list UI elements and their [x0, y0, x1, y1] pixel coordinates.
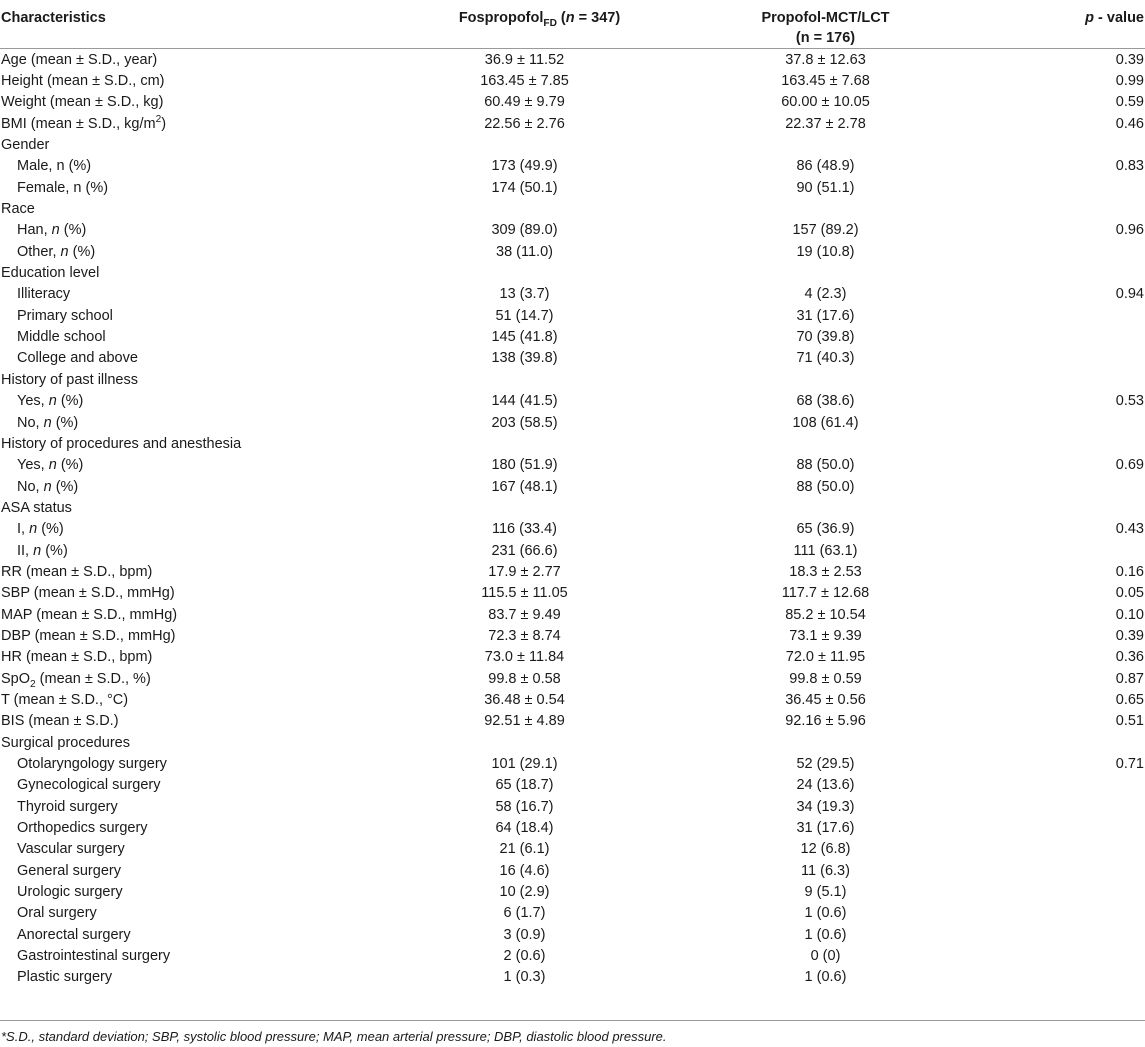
- row-label: Yes, n (%): [17, 393, 84, 410]
- p-value: 0.39: [1115, 51, 1144, 68]
- p-value: [994, 817, 1145, 838]
- row-label: Age (mean ± S.D., year): [1, 51, 158, 68]
- propofol-value: [657, 198, 994, 219]
- propofol-value: 68 (38.6): [796, 393, 855, 410]
- table-row: [0, 604, 1145, 625]
- p-value: [994, 262, 1145, 283]
- table-row: [0, 198, 1145, 219]
- fospropofol-value: 180 (51.9): [491, 457, 558, 474]
- p-value: 0.87: [1115, 670, 1144, 687]
- row-label: Male, n (%): [17, 158, 92, 175]
- table-row: [0, 177, 1145, 198]
- propofol-value: [657, 732, 994, 753]
- p-value: [994, 839, 1145, 860]
- row-label: Illiteracy: [17, 286, 71, 303]
- fospropofol-value: 174 (50.1): [491, 179, 558, 196]
- p-value: 0.65: [1115, 691, 1144, 708]
- table-row: [0, 391, 1145, 412]
- propofol-value: [657, 497, 994, 518]
- row-label: Plastic surgery: [17, 969, 113, 986]
- row-label: Middle school: [17, 329, 106, 346]
- fospropofol-value: 83.7 ± 9.49: [488, 606, 561, 623]
- row-label: Thyroid surgery: [17, 798, 118, 815]
- p-value: 0.10: [1115, 606, 1144, 623]
- propofol-value: 72.0 ± 11.95: [785, 649, 866, 666]
- p-value: 0.51: [1115, 713, 1144, 730]
- propofol-value: 90 (51.1): [796, 179, 855, 196]
- table-row: [0, 262, 1145, 283]
- fospropofol-value: 36.9 ± 11.52: [484, 51, 565, 68]
- fospropofol-value: 38 (11.0): [496, 243, 553, 260]
- fospropofol-value: 16 (4.6): [499, 862, 550, 879]
- propofol-value: 24 (13.6): [796, 777, 855, 794]
- fospropofol-value: 17.9 ± 2.77: [488, 563, 561, 580]
- row-label: DBP (mean ± S.D., mmHg): [1, 627, 176, 644]
- propofol-value: 1 (0.6): [804, 969, 847, 986]
- row-label: Vascular surgery: [17, 841, 125, 858]
- fospropofol-value: 10 (2.9): [499, 884, 550, 901]
- propofol-value: 31 (17.6): [796, 820, 855, 837]
- fospropofol-value: 36.48 ± 0.54: [484, 691, 565, 708]
- table-row: [0, 775, 1145, 796]
- fospropofol-value: 13 (3.7): [499, 286, 550, 303]
- table-row: [0, 732, 1145, 753]
- fospropofol-value: 65 (18.7): [495, 777, 554, 794]
- propofol-value: 157 (89.2): [792, 222, 859, 239]
- propofol-value: 117.7 ± 12.68: [781, 585, 870, 602]
- table-row: [0, 967, 1145, 988]
- fospropofol-value: 2 (0.6): [503, 948, 546, 965]
- table-row: [0, 348, 1145, 369]
- table-row: [0, 625, 1145, 646]
- table-row: [0, 326, 1145, 347]
- p-value: 0.46: [1115, 115, 1144, 132]
- propofol-value: 18.3 ± 2.53: [789, 563, 862, 580]
- table-row: [0, 519, 1145, 540]
- table-row: [0, 668, 1145, 689]
- fospropofol-value: 64 (18.4): [495, 820, 554, 837]
- table-row: [0, 49, 1145, 71]
- row-label: Female, n (%): [17, 179, 109, 196]
- fospropofol-value: [392, 497, 657, 518]
- table-bottom-rule: [0, 1020, 1145, 1021]
- table-row: [0, 92, 1145, 113]
- propofol-value: 60.00 ± 10.05: [781, 94, 870, 111]
- propofol-value: 4 (2.3): [804, 286, 847, 303]
- row-label: History of procedures and anesthesia: [1, 435, 242, 452]
- fospropofol-value: 3 (0.9): [503, 926, 546, 943]
- row-label: Race: [1, 201, 35, 218]
- header-fospropofol: Fospropofol$_{FD}$ (n = 347): [458, 10, 621, 29]
- p-value: 0.99: [1115, 73, 1144, 90]
- table-footnote: *S.D., standard deviation; SBP, systolic blood pressure; MAP, mean arterial pressure; DBP, diastolic blood pressure.: [1, 1029, 667, 1044]
- p-value: [994, 881, 1145, 902]
- row-label: College and above: [17, 350, 138, 367]
- table-row: [0, 945, 1145, 966]
- row-label: II, n (%): [17, 542, 68, 559]
- row-label: Height (mean ± S.D., cm): [1, 73, 165, 90]
- fospropofol-value: 22.56 ± 2.76: [484, 115, 565, 132]
- fospropofol-value: [392, 262, 657, 283]
- fospropofol-value: 203 (58.5): [491, 414, 558, 431]
- table-row: [0, 241, 1145, 262]
- fospropofol-value: 145 (41.8): [491, 329, 558, 346]
- p-value: 0.71: [1115, 756, 1144, 773]
- p-value: [994, 476, 1145, 497]
- propofol-value: 71 (40.3): [796, 350, 855, 367]
- row-label: SpO$_2$ (mean ± S.D., %): [1, 670, 151, 690]
- fospropofol-value: 73.0 ± 11.84: [484, 649, 565, 666]
- propofol-value: [657, 134, 994, 155]
- row-label: HR (mean ± S.D., bpm): [1, 649, 153, 666]
- row-label: Anorectal surgery: [17, 926, 131, 943]
- row-label: No, n (%): [17, 414, 79, 431]
- row-label: T (mean ± S.D., °C): [1, 691, 129, 708]
- fospropofol-value: 51 (14.7): [495, 307, 554, 324]
- p-value: 0.36: [1115, 649, 1144, 666]
- fospropofol-value: 144 (41.5): [491, 393, 558, 410]
- table-row: [0, 881, 1145, 902]
- row-label: MAP (mean ± S.D., mmHg): [1, 606, 178, 623]
- fospropofol-value: 163.45 ± 7.85: [480, 73, 569, 90]
- fospropofol-value: [392, 198, 657, 219]
- table-row: [0, 583, 1145, 604]
- propofol-value: 37.8 ± 12.63: [785, 51, 866, 68]
- propofol-value: 92.16 ± 5.96: [785, 713, 866, 730]
- fospropofol-value: 72.3 ± 8.74: [488, 627, 561, 644]
- table-row: [0, 711, 1145, 732]
- row-label: BMI (mean ± S.D., $kg/m^2$): [1, 113, 167, 132]
- table-row: [0, 134, 1145, 155]
- row-label: No, n (%): [17, 478, 79, 495]
- p-value: [994, 540, 1145, 561]
- table-row: [0, 305, 1145, 326]
- row-label: RR (mean ± S.D., bpm): [1, 563, 153, 580]
- propofol-value: 12 (6.8): [800, 841, 851, 858]
- propofol-value: 22.37 ± 2.78: [785, 115, 866, 132]
- p-value: 0.43: [1115, 521, 1144, 538]
- header-row: [0, 0, 1145, 49]
- row-label: Education level: [1, 265, 100, 282]
- row-label: Other, n (%): [17, 243, 96, 260]
- propofol-value: 70 (39.8): [796, 329, 855, 346]
- fospropofol-value: 6 (1.7): [503, 905, 546, 922]
- fospropofol-value: 115.5 ± 11.05: [481, 585, 568, 602]
- fospropofol-value: 309 (89.0): [491, 222, 558, 239]
- table-row: [0, 70, 1145, 91]
- p-value: [994, 348, 1145, 369]
- row-label: Urologic surgery: [17, 884, 123, 901]
- table-row: [0, 903, 1145, 924]
- row-label: BIS (mean ± S.D.): [1, 713, 119, 730]
- row-label: Han, n (%): [17, 222, 87, 239]
- propofol-value: [657, 369, 994, 390]
- p-value: [994, 305, 1145, 326]
- p-value: [994, 732, 1145, 753]
- table-row: [0, 284, 1145, 305]
- p-value: 0.69: [1115, 457, 1144, 474]
- propofol-value: 52 (29.5): [796, 756, 855, 773]
- fospropofol-value: 167 (48.1): [491, 478, 558, 495]
- propofol-value: [657, 433, 994, 454]
- fospropofol-value: 138 (39.8): [491, 350, 558, 367]
- p-value: 0.94: [1115, 286, 1144, 303]
- propofol-value: 108 (61.4): [792, 414, 859, 431]
- propofol-value: 11 (6.3): [801, 862, 850, 879]
- p-value: [994, 945, 1145, 966]
- p-value: [994, 369, 1145, 390]
- propofol-value: 65 (36.9): [796, 521, 855, 538]
- row-label: I, n (%): [17, 521, 64, 538]
- table-row: [0, 220, 1145, 241]
- fospropofol-value: [392, 732, 657, 753]
- p-value: 0.59: [1115, 94, 1144, 111]
- p-value: [994, 967, 1145, 988]
- table-row: [0, 796, 1145, 817]
- row-label: SBP (mean ± S.D., mmHg): [1, 585, 175, 602]
- table-row: [0, 561, 1145, 582]
- row-label: Oral surgery: [17, 905, 97, 922]
- row-label: ASA status: [1, 499, 72, 516]
- table-row: [0, 689, 1145, 710]
- p-value: [994, 903, 1145, 924]
- p-value: 0.39: [1115, 627, 1144, 644]
- row-label: Otolaryngology surgery: [17, 756, 167, 773]
- header-propofol: Propofol-MCT/LCT (n = 176): [761, 10, 890, 46]
- propofol-value: 99.8 ± 0.59: [789, 670, 862, 687]
- fospropofol-value: [392, 433, 657, 454]
- table-row: [0, 540, 1145, 561]
- propofol-value: 88 (50.0): [796, 478, 855, 495]
- table-body: [0, 49, 1145, 989]
- table-row: [0, 433, 1145, 454]
- p-value: [994, 326, 1145, 347]
- propofol-value: 73.1 ± 9.39: [789, 627, 862, 644]
- p-value: 0.96: [1115, 222, 1144, 239]
- p-value: [994, 796, 1145, 817]
- row-label: General surgery: [17, 862, 121, 879]
- table-row: [0, 924, 1145, 945]
- propofol-value: 34 (19.3): [796, 798, 855, 815]
- propofol-value: 19 (10.8): [796, 243, 855, 260]
- p-value: 0.83: [1115, 158, 1144, 175]
- p-value: [994, 497, 1145, 518]
- table-row: [0, 156, 1145, 177]
- table-row: [0, 113, 1145, 134]
- propofol-value: 85.2 ± 10.54: [785, 606, 866, 623]
- propofol-value: 31 (17.6): [796, 307, 855, 324]
- row-label: Gynecological surgery: [17, 777, 161, 794]
- fospropofol-value: 116 (33.4): [491, 521, 558, 538]
- propofol-value: 9 (5.1): [804, 884, 847, 901]
- propofol-value: [657, 262, 994, 283]
- row-label: Yes, n (%): [17, 457, 84, 474]
- table-row: [0, 369, 1145, 390]
- table-row: [0, 817, 1145, 838]
- fospropofol-value: 231 (66.6): [491, 542, 558, 559]
- propofol-value: 0 (0): [810, 948, 841, 965]
- fospropofol-value: 101 (29.1): [491, 756, 558, 773]
- row-label: Gender: [1, 137, 50, 154]
- p-value: [994, 924, 1145, 945]
- fospropofol-value: 92.51 ± 4.89: [484, 713, 565, 730]
- p-value: [994, 412, 1145, 433]
- row-label: Weight (mean ± S.D., kg): [1, 94, 164, 111]
- row-label: Orthopedics surgery: [17, 820, 148, 837]
- p-value: 0.53: [1115, 393, 1144, 410]
- row-label: Gastrointestinal surgery: [17, 948, 171, 965]
- fospropofol-value: [392, 134, 657, 155]
- row-label: Primary school: [17, 307, 113, 324]
- row-label: Surgical procedures: [1, 734, 130, 751]
- fospropofol-value: 60.49 ± 9.79: [484, 94, 565, 111]
- header-p-value: p - value: [1085, 10, 1144, 26]
- table-row: [0, 860, 1145, 881]
- table-header: [0, 0, 1145, 49]
- fospropofol-value: 173 (49.9): [491, 158, 558, 175]
- p-value: [994, 134, 1145, 155]
- table-row: [0, 455, 1145, 476]
- table-row: [0, 753, 1145, 774]
- p-value: [994, 433, 1145, 454]
- propofol-value: 163.45 ± 7.68: [781, 73, 870, 90]
- propofol-value: 86 (48.9): [796, 158, 855, 175]
- p-value: [994, 177, 1145, 198]
- propofol-value: 111 (63.1): [793, 542, 858, 559]
- fospropofol-value: 1 (0.3): [503, 969, 546, 986]
- fospropofol-value: [392, 369, 657, 390]
- propofol-value: 88 (50.0): [796, 457, 855, 474]
- p-value: [994, 198, 1145, 219]
- header-characteristics: Characteristics: [1, 10, 106, 26]
- p-value: [994, 860, 1145, 881]
- p-value: 0.16: [1115, 563, 1144, 580]
- fospropofol-value: 58 (16.7): [495, 798, 554, 815]
- propofol-value: 1 (0.6): [804, 926, 847, 943]
- p-value: [994, 775, 1145, 796]
- p-value: [994, 241, 1145, 262]
- table-row: [0, 497, 1145, 518]
- table-row: [0, 839, 1145, 860]
- propofol-value: 1 (0.6): [804, 905, 847, 922]
- table-row: [0, 476, 1145, 497]
- row-label: History of past illness: [1, 371, 138, 388]
- fospropofol-value: 21 (6.1): [499, 841, 550, 858]
- p-value: 0.05: [1115, 585, 1144, 602]
- table-row: [0, 412, 1145, 433]
- propofol-value: 36.45 ± 0.56: [785, 691, 866, 708]
- table-row: [0, 647, 1145, 668]
- fospropofol-value: 99.8 ± 0.58: [488, 670, 561, 687]
